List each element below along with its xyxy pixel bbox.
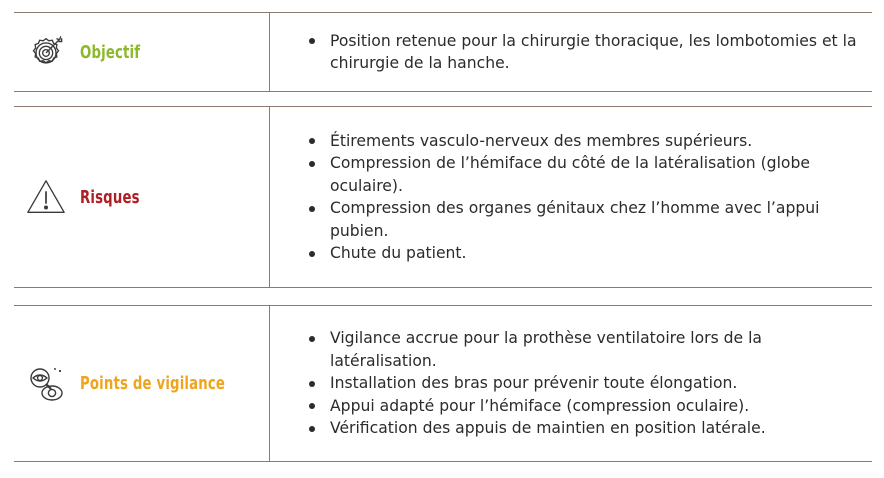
- risques-label: Risques: [80, 186, 140, 208]
- risques-section: [14, 106, 872, 288]
- vigilance-label: Points de vigilance: [80, 373, 226, 394]
- warning-icon: [24, 175, 68, 219]
- list-item: Vigilance accrue pour la prothèse ventilatoire lors de la latéralisation.: [304, 327, 864, 372]
- objectif-section: [14, 12, 872, 92]
- vigilance-content: [270, 306, 872, 461]
- list-item: Chute du patient.: [304, 242, 864, 265]
- objectif-label-cell: [14, 13, 269, 91]
- vigilance-section: [14, 305, 872, 462]
- risques-content: [270, 107, 872, 287]
- list-item: Installation des bras pour prévenir toute élongation.: [304, 372, 864, 395]
- magnifier-eye-icon: [24, 362, 68, 406]
- list-item: Appui adapté pour l’hémiface (compression oculaire).: [304, 395, 864, 418]
- target-icon: [24, 30, 68, 74]
- risques-label-cell: [14, 107, 269, 287]
- vigilance-list: [270, 327, 864, 440]
- objectif-content: [270, 13, 872, 91]
- list-item: Compression des organes génitaux chez l’homme avec l’appui pubien.: [304, 197, 864, 242]
- list-item: Position retenue pour la chirurgie thoracique, les lombotomies et la chirurgie de la hanche.: [304, 30, 864, 75]
- list-item: Compression de l’hémiface du côté de la latéralisation (globe oculaire).: [304, 152, 864, 197]
- objectif-label: Objectif: [80, 41, 141, 63]
- risques-list: [270, 130, 864, 265]
- objectif-list: [270, 30, 864, 75]
- list-item: Étirements vasculo-nerveux des membres supérieurs.: [304, 130, 864, 153]
- list-item: Vérification des appuis de maintien en position latérale.: [304, 417, 864, 440]
- vigilance-label-cell: [14, 306, 269, 461]
